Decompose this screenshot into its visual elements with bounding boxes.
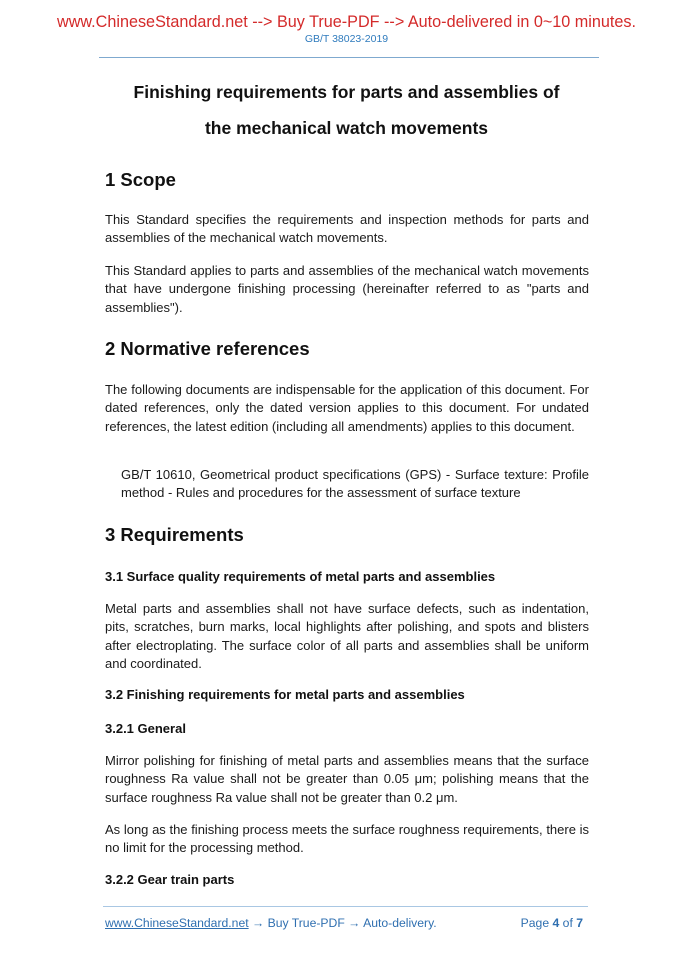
footer-divider [103,906,588,907]
subsection-3-2-1-paragraph-1: Mirror polishing for finishing of metal parts and assemblies means that the surface roughness Ra value shall not be greater than 0.05 μm; polishing means that the surface roughness Ra value shall not be greater than 0.2 μm. [105,753,589,805]
subsection-3-1-heading: 3.1 Surface quality requirements of metal parts and assemblies [105,569,496,584]
subsection-3-2-heading: 3.2 Finishing requirements for metal parts and assemblies [105,687,465,702]
subsection-3-2-1-heading: 3.2.1 General [105,721,186,736]
header-banner: www.ChineseStandard.net --> Buy True-PDF --> Auto-delivered in 0~10 minutes. [57,13,636,31]
current-page-number: 4 [552,916,560,930]
subsection-3-2-2-heading: 3.2.2 Gear train parts [105,872,235,887]
page-footer [105,916,589,930]
document-title-line-2: the mechanical watch movements [204,118,489,138]
page-indicator [521,916,583,930]
total-pages-number: 7 [576,916,583,930]
section-scope-heading: 1 Scope [105,169,176,190]
footer-site-link[interactable]: www.ChineseStandard.net [105,916,249,930]
subsection-3-1-paragraph: Metal parts and assemblies shall not have surface defects, such as indentation, pits, scratches, burn marks, local highlights after polishing, and spots and blisters after electroplating. The surface color of all parts and assemblies shall be uniform and coordinated. [105,601,589,671]
page-label: Page [520,916,553,930]
section-normative-references-heading: 2 Normative references [105,338,310,359]
document-title-line-1: Finishing requirements for parts and assemblies of [133,82,560,102]
document-code: GB/T 38023-2019 [304,33,389,45]
scope-paragraph-1: This Standard specifies the requirements and inspection methods for parts and assemblies of the mechanical watch movements. [105,212,589,246]
normative-reference-gbt10610: GB/T 10610, Geometrical product specifications (GPS) - Surface texture: Profile method - Rules and procedures for the assessment of surface texture [121,467,589,501]
subsection-3-2-1-paragraph-2: As long as the finishing process meets the surface roughness requirements, there is no limit for the processing method. [105,822,589,856]
header-divider [99,57,599,58]
section-requirements-heading: 3 Requirements [105,524,244,545]
page-of-label: of [559,916,577,930]
footer-promo-text: → Buy True-PDF → Auto-delivery. [248,916,437,930]
scope-paragraph-2: This Standard applies to parts and assemblies of the mechanical watch movements that have undergone finishing processing (hereinafter referred to as "parts and assemblies"). [105,263,589,315]
normative-paragraph-1: The following documents are indispensable for the application of this document. For dated references, only the dated version applies to this document. For undated references, the latest edition (including all amendments) applies to this document. [105,382,589,434]
